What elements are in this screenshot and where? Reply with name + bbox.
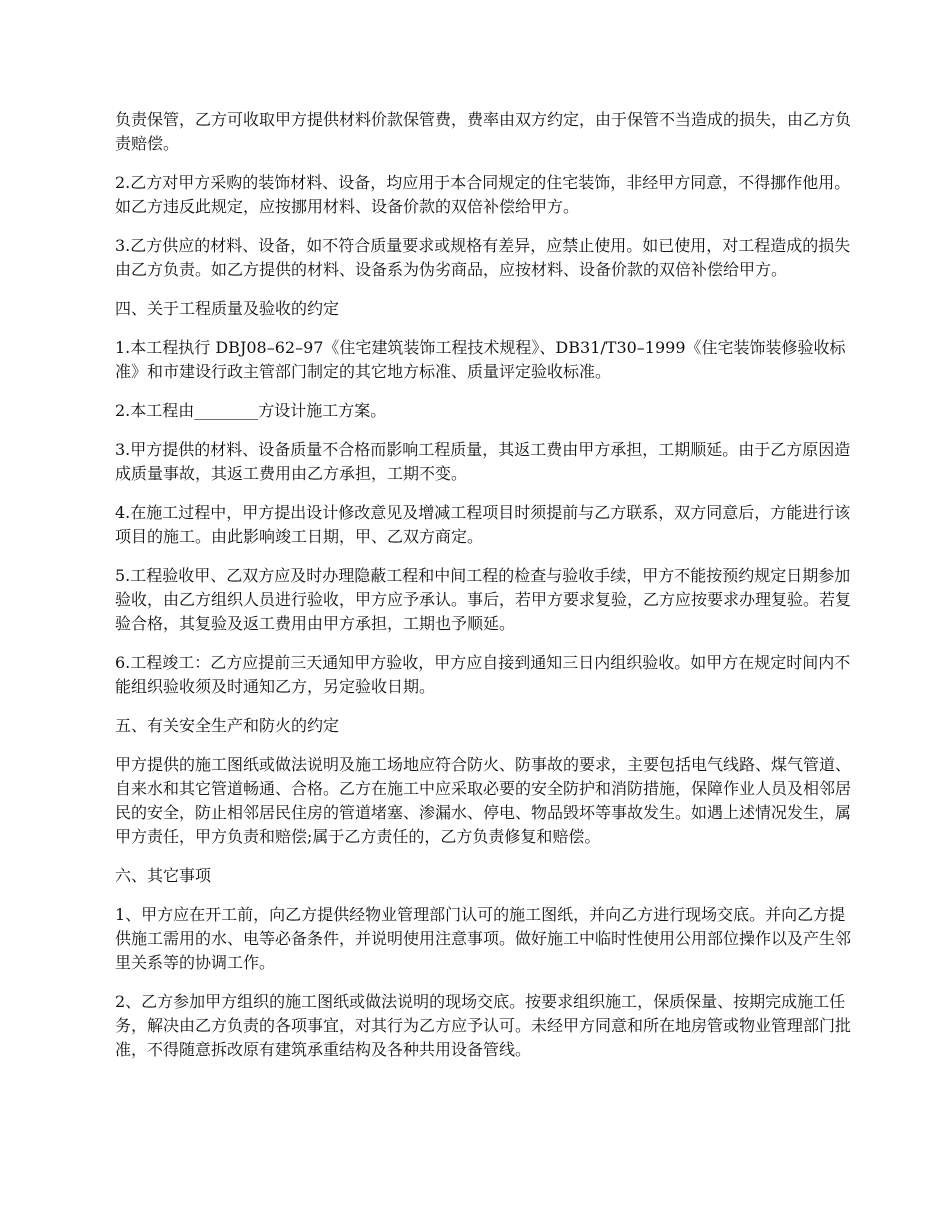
- paragraph-rework-costs: 3.甲方提供的材料、设备质量不合格而影响工程质量，其返工费由甲方承担，工期顺延。由于乙方原因造成质量事故，其返工费用由乙方承担，工期不变。: [115, 440, 851, 483]
- section-heading-safety-fire: 五、有关安全生产和防火的约定: [115, 716, 340, 735]
- paragraph-party-b-duties: 2、乙方参加甲方组织的施工图纸或做法说明的现场交底。按要求组织施工，保质保量、按期完成施工任务，解决由乙方负责的各项事宜，对其行为乙方应予认可。未经甲方同意和所在地房管或物业管理部门批准，不得随意拆改原有建筑承重结构及各种共用设备管线。: [115, 992, 852, 1059]
- paragraph-party-a-duties: 1、甲方应在开工前，向乙方提供经物业管理部门认可的施工图纸，并向乙方进行现场交底。并向乙方提供施工需用的水、电等必备条件，并说明使用注意事项。做好施工中临时性使用公用部位操作以及产生邻里关系等的协调工作。: [115, 905, 852, 972]
- paragraph-completion: 6.工程竣工：乙方应提前三天通知甲方验收，甲方应自接到通知三日内组织验收。如甲方在规定时间内不能组织验收须及时通知乙方，另定验收日期。: [115, 653, 851, 696]
- section-heading-quality-acceptance: 四、关于工程质量及验收的约定: [115, 299, 340, 318]
- paragraph-design-changes: 4.在施工过程中，甲方提出设计修改意见及增减工程项目时须提前与乙方联系，双方同意后，方能进行该项目的施工。由此影响竣工日期，甲、乙双方商定。: [115, 503, 851, 546]
- paragraph-storage-liability: 负责保管，乙方可收取甲方提供材料价款保管费，费率由双方约定，由于保管不当造成的损失，由乙方负责赔偿。: [115, 110, 852, 153]
- paragraph-safety: 甲方提供的施工图纸或做法说明及施工场地应符合防火、防事故的要求，主要包括电气线路、煤气管道、自来水和其它管道畅通、合格。乙方在施工中应采取必要的安全防护和消防措施，保障作业人员及相邻居民的安全，防止相邻居民住房的管道堵塞、渗漏水、停电、物品毁坏等事故发生。如遇上述情况发生，属甲方责任，甲方负责和赔偿;属于乙方责任的，乙方负责修复和赔偿。: [115, 755, 852, 846]
- section-heading-other-matters: 六、其它事项: [115, 866, 212, 885]
- paragraph-design-party: 2.本工程由________方设计施工方案。: [115, 401, 387, 420]
- document-page: [115, 108, 855, 1077]
- paragraph-standards: 1.本工程执行 DBJ08–62–97《住宅建筑装饰工程技术规程》、DB31/T30–1999《住宅装饰装修验收标准》和市建设行政主管部门制定的其它地方标准、质量评定验收标准。: [115, 338, 846, 381]
- paragraph-material-quality: 3.乙方供应的材料、设备，如不符合质量要求或规格有差异，应禁止使用。如已使用，对工程造成的损失由乙方负责。如乙方提供的材料、设备系为伪劣商品，应按材料、设备价款的双倍补偿给甲方。: [115, 236, 851, 279]
- paragraph-inspection: 5.工程验收甲、乙双方应及时办理隐蔽工程和中间工程的检查与验收手续，甲方不能按预约规定日期参加验收，由乙方组织人员进行验收，甲方应予承认。事后，若甲方要求复验，乙方应按要求办理复验。若复验合格，其复验及返工费用由甲方承担，工期也予顺延。: [115, 566, 852, 633]
- paragraph-material-use: 2.乙方对甲方采购的装饰材料、设备，均应用于本合同规定的住宅装饰，非经甲方同意，不得挪作他用。如乙方违反此规定，应按挪用材料、设备价款的双倍补偿给甲方。: [115, 173, 851, 216]
